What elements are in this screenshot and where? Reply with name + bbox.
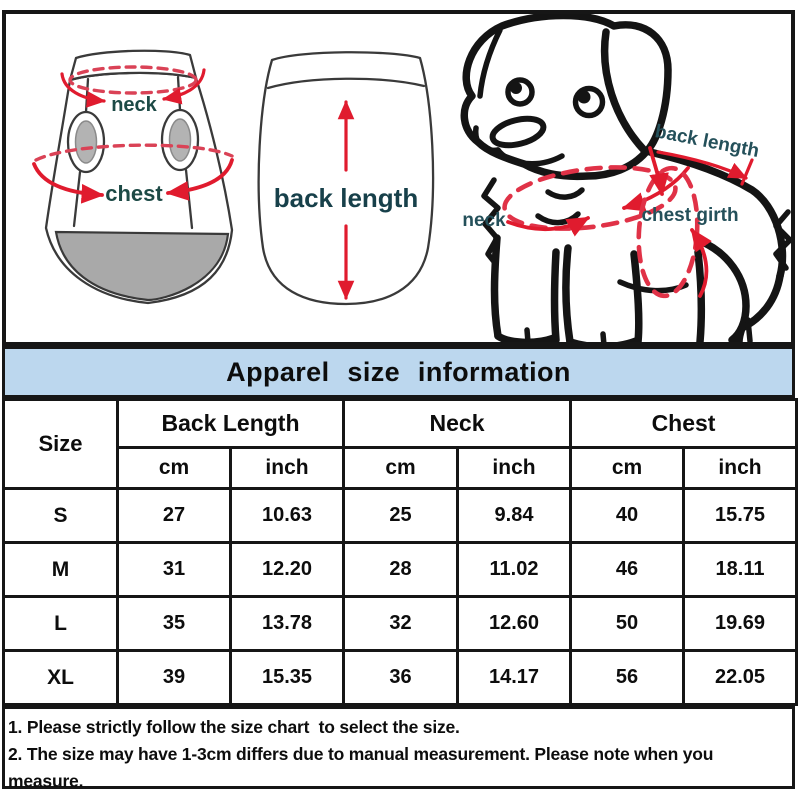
value-cell: 40 bbox=[571, 489, 684, 543]
size-cell: XL bbox=[4, 651, 118, 705]
garment-belly-panel bbox=[56, 232, 228, 300]
value-cell: 9.84 bbox=[458, 489, 571, 543]
neck-header-cell: Neck bbox=[344, 400, 571, 448]
value-cell: 35 bbox=[118, 597, 231, 651]
note-line-2: 2. The size may have 1-3cm differs due to manual measurement. Please note when you measure. bbox=[8, 744, 718, 791]
measurement-diagrams-box bbox=[2, 10, 795, 346]
back-length-header-cell: Back Length bbox=[118, 400, 344, 448]
unit-header-cell: inch bbox=[231, 448, 344, 489]
value-cell: 32 bbox=[344, 597, 458, 651]
value-cell: 28 bbox=[344, 543, 458, 597]
value-cell: 22.05 bbox=[684, 651, 797, 705]
value-cell: 25 bbox=[344, 489, 458, 543]
note-line-1: 1. Please strictly follow the size chart to select the size. bbox=[8, 717, 460, 737]
value-cell: 12.60 bbox=[458, 597, 571, 651]
diagram-canvas bbox=[6, 14, 791, 342]
unit-header-cell: cm bbox=[344, 448, 458, 489]
value-cell: 15.35 bbox=[231, 651, 344, 705]
table-title: Apparel size information bbox=[226, 356, 571, 387]
size-header-cell: Size bbox=[4, 400, 118, 489]
unit-header-cell: cm bbox=[118, 448, 231, 489]
unit-header-cell: cm bbox=[571, 448, 684, 489]
garment-neck-label: neck bbox=[111, 94, 157, 116]
size-cell: L bbox=[4, 597, 118, 651]
table-row-l bbox=[4, 597, 797, 651]
size-table bbox=[2, 398, 798, 706]
value-cell: 39 bbox=[118, 651, 231, 705]
table-title-band bbox=[2, 346, 795, 398]
value-cell: 50 bbox=[571, 597, 684, 651]
garment-back-diagram bbox=[259, 52, 433, 304]
table-row-m bbox=[4, 543, 797, 597]
garment-back-length-label: back length bbox=[273, 183, 419, 213]
value-cell: 19.69 bbox=[684, 597, 797, 651]
chest-header-cell: Chest bbox=[571, 400, 797, 448]
dog-back-length-tick bbox=[742, 160, 752, 184]
size-cell: S bbox=[4, 489, 118, 543]
value-cell: 46 bbox=[571, 543, 684, 597]
garment-chest-label: chest bbox=[105, 181, 163, 206]
value-cell: 15.75 bbox=[684, 489, 797, 543]
unit-header-cell: inch bbox=[684, 448, 797, 489]
value-cell: 36 bbox=[344, 651, 458, 705]
unit-header-cell: inch bbox=[458, 448, 571, 489]
size-cell: M bbox=[4, 543, 118, 597]
table-row-xl bbox=[4, 651, 797, 705]
value-cell: 13.78 bbox=[231, 597, 344, 651]
value-cell: 12.20 bbox=[231, 543, 344, 597]
value-cell: 10.63 bbox=[231, 489, 344, 543]
value-cell: 14.17 bbox=[458, 651, 571, 705]
value-cell: 18.11 bbox=[684, 543, 797, 597]
value-cell: 27 bbox=[118, 489, 231, 543]
dog-back-length-label: back length bbox=[653, 121, 761, 162]
dog-diagram bbox=[462, 16, 790, 343]
notes-box bbox=[2, 706, 795, 789]
value-cell: 31 bbox=[118, 543, 231, 597]
garment-front-diagram bbox=[34, 51, 232, 303]
dog-neck-label: neck bbox=[462, 210, 506, 231]
table-row-s bbox=[4, 489, 797, 543]
dog-chest-girth-label: chest girth bbox=[641, 205, 739, 226]
value-cell: 56 bbox=[571, 651, 684, 705]
value-cell: 11.02 bbox=[458, 543, 571, 597]
